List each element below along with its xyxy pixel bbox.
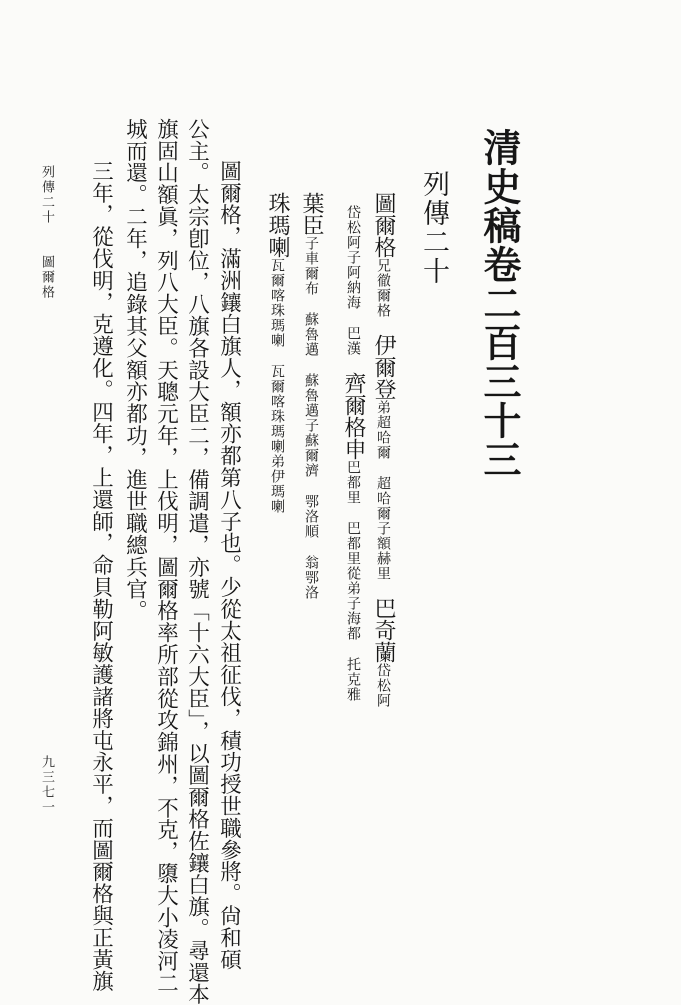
body-column-4: 城而還。二年，追錄其父額亦都功，進世職總兵官。 — [122, 118, 148, 622]
body-column-1: 圖爾格，滿洲鑲白旗人，額亦都第八子也。少從太祖征伐，積功授世職參將。尙和碩 — [216, 160, 242, 971]
toc-note: 巴漢 — [345, 326, 361, 356]
toc-note: 岱松阿 — [375, 663, 391, 708]
toc-note: 子車爾布 — [303, 236, 319, 296]
toc-name: 珠瑪喇 — [265, 192, 290, 258]
body-column-5: 三年，從伐明，克遵化。四年，上還師，命貝勒阿敏護諸將屯永平，而圖爾格與正黃旗 — [88, 160, 114, 993]
toc-note: 蘇魯邁子蘇爾濟 — [303, 373, 319, 478]
toc-note: 瓦爾喀珠瑪喇 — [269, 258, 285, 348]
chapter-subtitle: 列傳二十 — [418, 170, 449, 286]
body-column-2: 公主。太宗卽位，八旗各設大臣二，備調遣，亦號「十六大臣」，以圖爾格佐鑲白旗。尋還本 — [184, 118, 210, 1005]
toc-column-2 — [342, 205, 364, 702]
page-number: 九三七一 — [39, 755, 54, 815]
toc-name: 圖爾格 — [371, 192, 396, 258]
toc-note: 蘇魯邁 — [303, 312, 319, 357]
toc-note: 巴都里從弟子海都 — [345, 521, 361, 641]
toc-column-1 — [372, 192, 394, 708]
toc-note: 兄徹爾格 — [375, 258, 391, 318]
toc-note: 弟超哈爾 — [375, 400, 391, 460]
toc-column-4 — [266, 192, 288, 514]
volume-title: 清史稿卷二百三十三 — [477, 128, 522, 479]
toc-note: 鄂洛順 — [303, 494, 319, 539]
toc-note: 瓦爾喀珠瑪喇弟伊瑪喇 — [269, 364, 285, 514]
toc-name: 伊爾登 — [371, 334, 396, 400]
toc-note: 托克雅 — [345, 657, 361, 702]
toc-note: 超哈爾子額赫里 — [375, 476, 391, 581]
running-header: 列傳二十 圖爾格 — [39, 165, 54, 300]
toc-name: 葉臣 — [299, 192, 324, 236]
toc-note: 岱松阿子阿納海 — [345, 205, 361, 310]
body-column-3: 旗固山額眞，列八大臣。天聰元年，上伐明，圖爾格率所部從攻錦州，不克，隳大小凌河二 — [153, 118, 179, 994]
toc-column-3 — [300, 192, 322, 600]
toc-name: 齊爾格申 — [341, 372, 366, 460]
toc-name: 巴奇蘭 — [371, 597, 396, 663]
toc-note: 巴都里 — [345, 460, 361, 505]
toc-note: 翁鄂洛 — [303, 555, 319, 600]
